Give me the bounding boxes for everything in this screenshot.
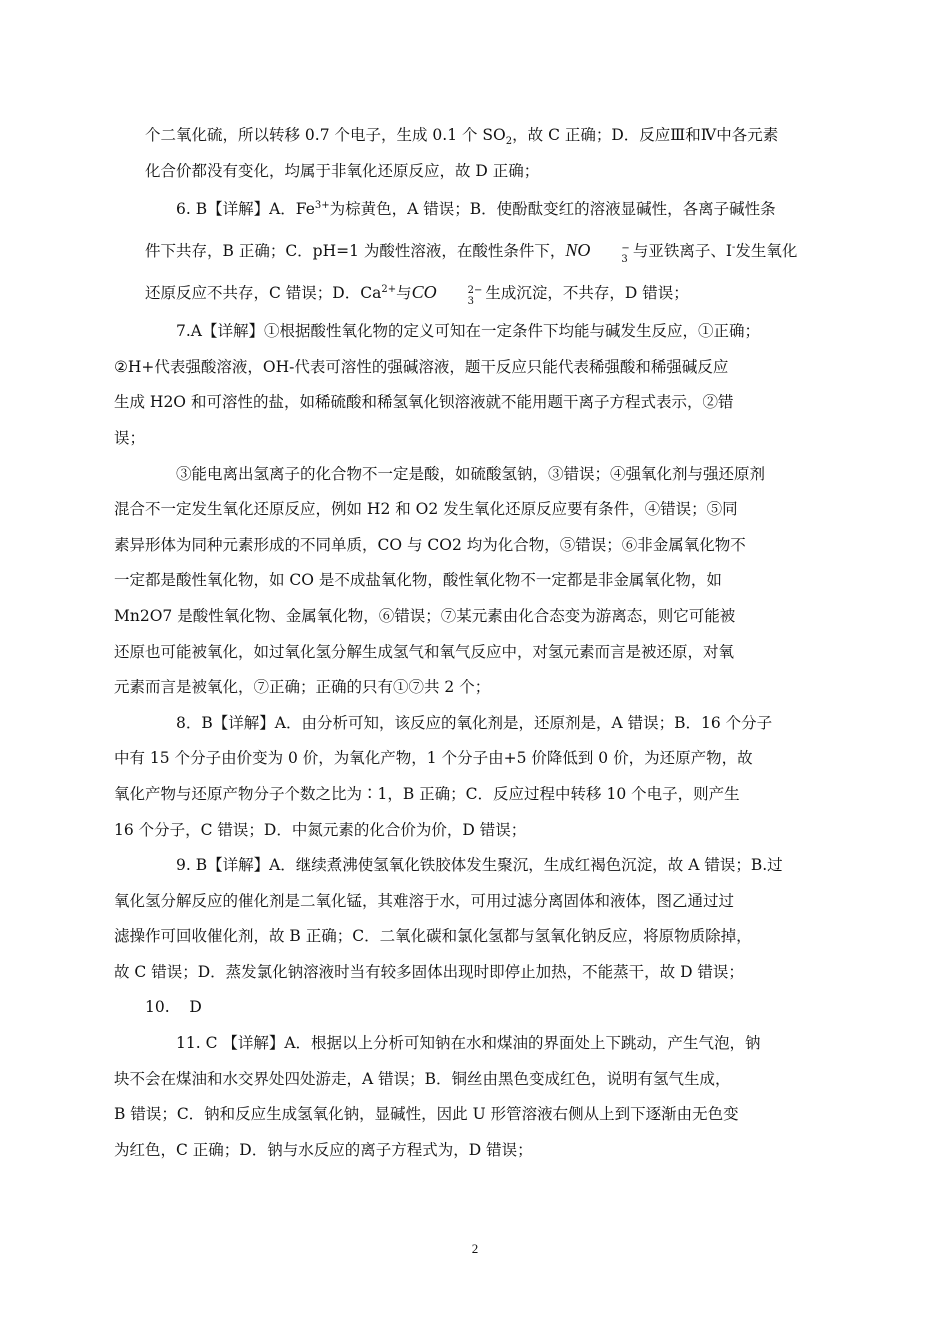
paragraph-answer-11 bbox=[114, 1026, 807, 1168]
text-line: 生成沉淀，不共存，D 错误； bbox=[485, 284, 689, 303]
subscript: 3 bbox=[621, 254, 628, 266]
text-line: 生成 H2O 和可溶性的盐，如稀硫酸和稀氢氧化钡溶液就不能用题干离子方程式表示，②错 bbox=[114, 393, 734, 412]
document-body bbox=[114, 118, 807, 1168]
paragraph-answer-9 bbox=[114, 848, 807, 990]
carbonate-charge bbox=[437, 285, 483, 307]
paragraph-answer-6 bbox=[145, 189, 807, 314]
paragraph-answer-10 bbox=[145, 990, 807, 1026]
text-line: ③能电离出氢离子的化合物不一定是酸，如硫酸氢钠，③错误；④强氧化剂与强还原剂 bbox=[176, 464, 766, 483]
paragraph-5-continuation bbox=[145, 118, 807, 189]
text-line: 为红色，C 正确；D．钠与水反应的离子方程式为，D 错误； bbox=[114, 1140, 533, 1159]
superscript: 2− bbox=[467, 285, 483, 297]
text-line: 还原也可能被氧化，如过氧化氢分解生成氢气和氧气反应中，对氢元素而言是被还原，对氧 bbox=[114, 642, 735, 661]
text-line: 11. C 【详解】A．根据以上分析可知钠在水和煤油的界面处上下跳动，产生气泡，钠 bbox=[176, 1034, 761, 1053]
text-line: 与 bbox=[396, 284, 412, 303]
text-line: 误； bbox=[114, 428, 146, 447]
page-number: 2 bbox=[471, 1241, 479, 1256]
paragraph-answer-7-continued bbox=[114, 457, 807, 706]
text-line: 中有 15 个分子由价变为 0 价，为氧化产物，1 个分子由+5 价降低到 0 价，为还原产物，故 bbox=[114, 749, 753, 768]
text-line: 化合价都没有变化，均属于非氧化还原反应，故 D 正确； bbox=[145, 161, 540, 180]
text-line: 10. D bbox=[145, 998, 202, 1017]
text-line: 8．B【详解】A．由分析可知，该反应的氧化剂是，还原剂是，A 错误；B．16 个分子 bbox=[176, 713, 773, 732]
text-line: 9. B【详解】A．继续煮沸使氢氧化铁胶体发生聚沉，生成红褐色沉淀，故 A 错误；B.过 bbox=[176, 856, 783, 875]
superscript: 3+ bbox=[314, 200, 330, 212]
subscript: 2 bbox=[505, 136, 513, 148]
nitrate-formula: NO bbox=[565, 240, 591, 261]
subscript: 3 bbox=[467, 296, 474, 308]
text-line: 一定都是酸性氧化物，如 CO 是不成盐氧化物，酸性氧化物不一定都是非金属氧化物，如 bbox=[114, 571, 722, 590]
text-line: 16 个分子，C 错误；D．中氮元素的化合价为价，D 错误； bbox=[114, 820, 527, 839]
text-line: 素异形体为同种元素形成的不同单质，CO 与 CO2 均为化合物，⑤错误；⑥非金属氧化物不 bbox=[114, 535, 746, 554]
text-line: 滤操作可回收催化剂，故 B 正确；C．二氧化碳和氯化氢都与氢氧化钠反应，将原物质除掉， bbox=[114, 927, 752, 946]
superscript: - bbox=[731, 242, 736, 254]
text-line: 发生氧化 bbox=[735, 242, 798, 261]
text-line: 个二氧化硫，所以转移 0.7 个电子，生成 0.1 个 SO bbox=[145, 126, 506, 144]
carbonate-formula: CO bbox=[411, 282, 437, 303]
text-line: 混合不一定发生氧化还原反应，例如 H2 和 O2 发生氧化还原反应要有条件，④错误；⑤同 bbox=[114, 500, 738, 519]
superscript: 2+ bbox=[381, 284, 397, 296]
text-line: 氧化氢分解反应的催化剂是二氧化锰，其难溶于水，可用过滤分离固体和液体，图乙通过过 bbox=[114, 891, 735, 910]
text-line: 7.A【详解】①根据酸性氧化物的定义可知在一定条件下均能与碱发生反应，①正确； bbox=[176, 322, 760, 341]
nitrate-charge bbox=[590, 243, 629, 265]
text-line: Mn2O7 是酸性氧化物、金属氧化物，⑥错误；⑦某元素由化合态变为游离态，则它可能被 bbox=[114, 606, 736, 625]
text-line: 块不会在煤油和水交界处四处游走，A 错误；B．铜丝由黑色变成红色，说明有氢气生成， bbox=[114, 1069, 731, 1088]
paragraph-answer-8 bbox=[114, 706, 807, 848]
text-line: ，故 C 正确；D．反应Ⅲ和Ⅳ中各元素 bbox=[512, 126, 779, 144]
text-line: 故 C 错误；D．蒸发氯化钠溶液时当有较多固体出现时即停止加热，不能蒸干，故 D 错误； bbox=[114, 962, 744, 981]
paragraph-answer-7 bbox=[114, 314, 807, 456]
superscript: − bbox=[621, 243, 630, 255]
text-line: B 错误；C．钠和反应生成氢氧化钠，显碱性，因此 U 形管溶液右侧从上到下逐渐由无色变 bbox=[114, 1105, 739, 1124]
text-line: 元素而言是被氧化，⑦正确；正确的只有①⑦共 2 个； bbox=[114, 678, 491, 697]
text-line: 6. B【详解】A．Fe bbox=[176, 200, 315, 219]
text-line: 与亚铁离子、I bbox=[632, 242, 732, 261]
text-line: 氧化产物与还原产物分子个数之比为∶1，B 正确；C．反应过程中转移 10 个电子，则产生 bbox=[114, 784, 740, 803]
text-line: 件下共存，B 正确；C．pH=1 为酸性溶液，在酸性条件下， bbox=[145, 242, 566, 261]
text-line: 还原反应不共存，C 错误；D．Ca bbox=[145, 284, 382, 303]
text-line: ②H+代表强酸溶液，OH-代表可溶性的强碱溶液，题干反应只能代表稀强酸和稀强碱反应 bbox=[114, 357, 729, 376]
text-line: 为棕黄色，A 错误；B．使酚酞变红的溶液显碱性，各离子碱性条 bbox=[329, 200, 776, 219]
